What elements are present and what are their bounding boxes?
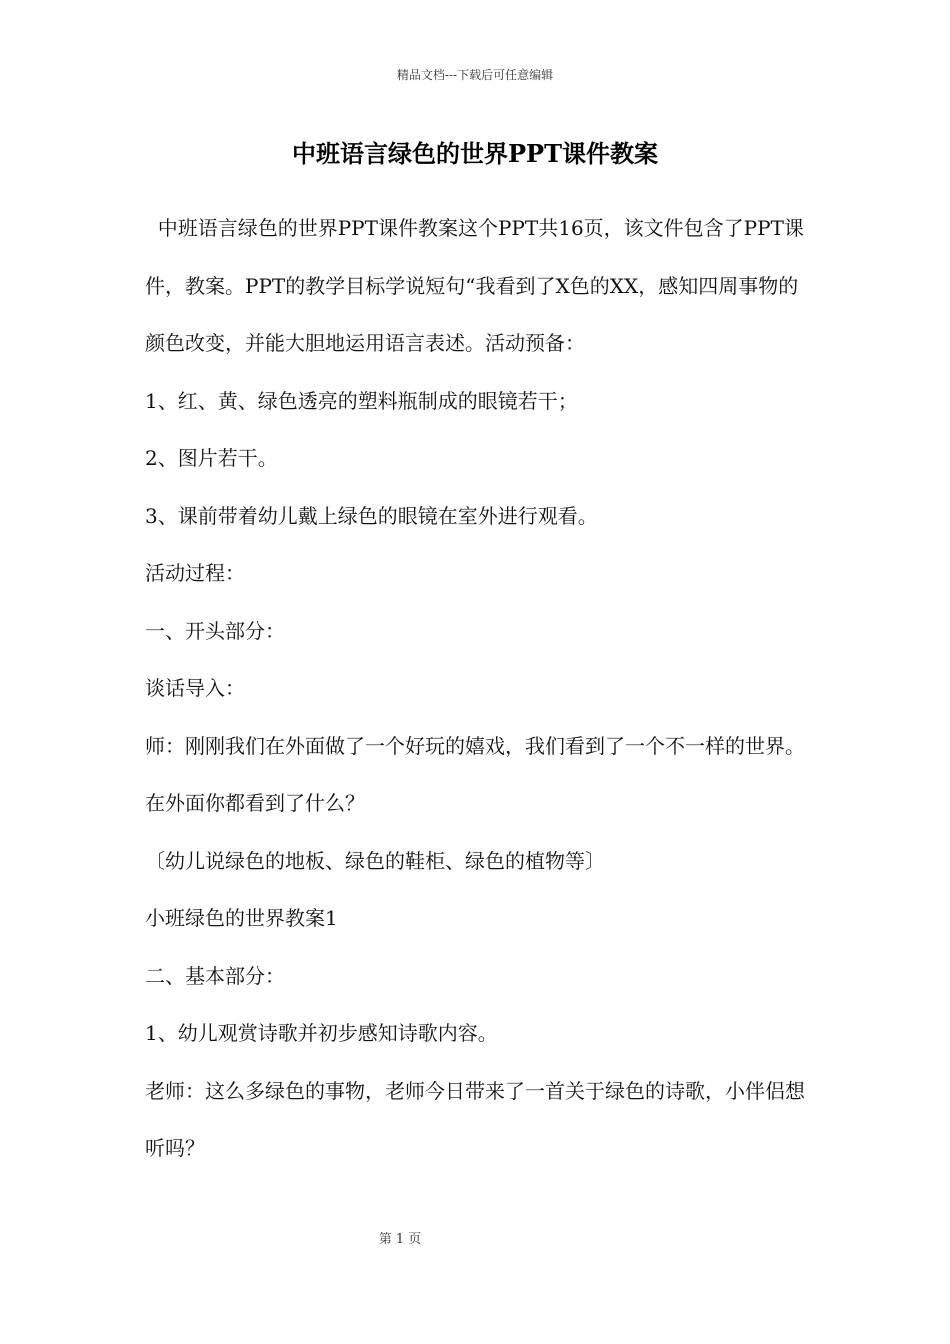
- children-response: 〔幼儿说绿色的地板、绿色的鞋柜、绿色的植物等〕: [145, 848, 605, 873]
- page-number: 第 1 页: [378, 1232, 422, 1247]
- activity-step-1: 1、幼儿观赏诗歌并初步感知诗歌内容。: [145, 1021, 498, 1045]
- material-item-2: 2、图片若干。: [145, 446, 278, 470]
- section-heading-basic: 二、基本部分：: [145, 963, 285, 988]
- material-item-1: 1、红、黄、绿色透亮的塑料瓶制成的眼镜若干；: [145, 388, 578, 413]
- lesson-plan-label: 小班绿色的世界教案1: [145, 906, 338, 930]
- section-heading-opening: 一、开头部分：: [145, 618, 285, 643]
- teacher-dialogue-2: 老师：这么多绿色的事物，老师今日带来了一首关于绿色的诗歌，小伴侣想听吗？: [145, 1078, 805, 1160]
- page-header: 精品文档---下载后可任意编辑: [396, 68, 554, 82]
- section-heading-process: 活动过程：: [145, 561, 245, 585]
- intro-paragraph: 中班语言绿色的世界PPT课件教案这个PPT共16页，该文件包含了PPT课件，教案。PPT的教学目标学说短句“我看到了X色的XX，感知四周事物的颜色改变，并能大胆地运用语言表述。活动预备：: [145, 216, 804, 355]
- teacher-dialogue-1: 师：刚刚我们在外面做了一个好玩的嬉戏，我们看到了一个不一样的世界。在外面你都看到了什么？: [145, 733, 805, 815]
- document-title: 中班语言绿色的世界PPT课件教案: [292, 139, 658, 168]
- subheading-conversation: 谈话导入：: [145, 676, 245, 700]
- document-body: [145, 200, 810, 1178]
- material-item-3: 3、课前带着幼儿戴上绿色的眼镜在室外进行观看。: [145, 503, 598, 528]
